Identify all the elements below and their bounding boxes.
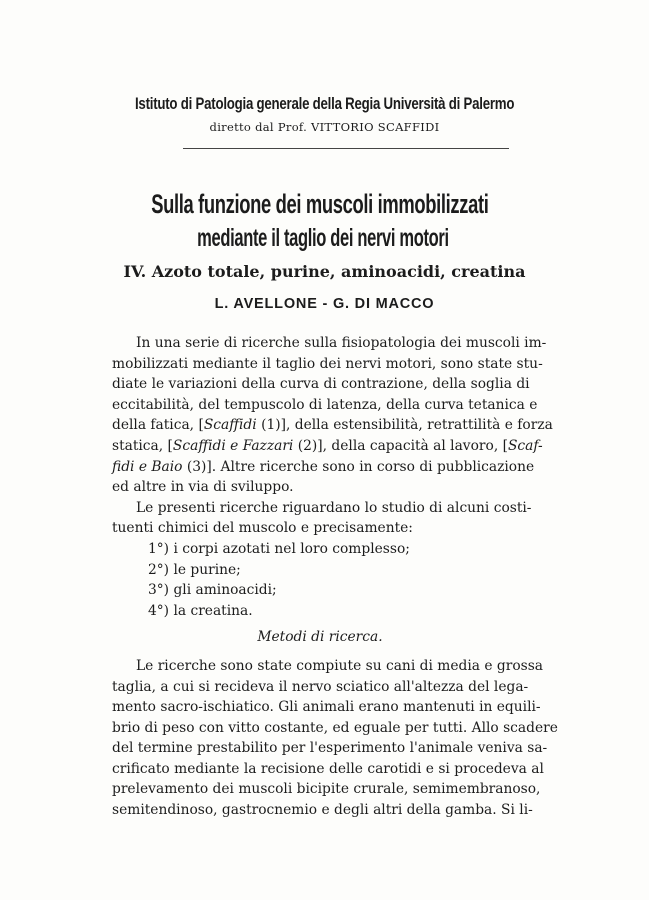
text-fragment: (2)], della capacità al lavoro, [ bbox=[293, 437, 508, 454]
body-line: mento sacro-ischiatico. Gli animali erano mantenuti in equili- bbox=[112, 699, 541, 716]
body-line bbox=[112, 415, 553, 436]
body-line: ed altre in via di sviluppo. bbox=[112, 479, 294, 496]
body-line: eccitabilità, del tempuscolo di latenza, della curva tetanica e bbox=[112, 396, 538, 413]
citation-author: fidi e Baio bbox=[112, 458, 183, 475]
body-line: Le ricerche sono state compiute su cani di media e grossa bbox=[136, 657, 544, 674]
body-line: Le presenti ricerche riguardano lo studio di alcuni costi- bbox=[136, 499, 532, 516]
body-line: taglia, a cui si recideva il nervo sciatico all'altezza del lega- bbox=[112, 678, 529, 695]
institution-header: Istituto di Patologia generale della Regia Università di Palermo bbox=[134, 94, 515, 113]
body-line: prelevamento dei muscoli bicipite crurale, semimembranoso, bbox=[112, 781, 541, 798]
header-divider bbox=[183, 148, 509, 149]
body-line: brio di peso con vitto costante, ed eguale per tutti. Allo scadere bbox=[112, 719, 558, 736]
body-line: mobilizzati mediante il taglio dei nervi motori, sono state stu- bbox=[112, 355, 543, 372]
text-fragment: della fatica, [ bbox=[112, 417, 204, 434]
list-item: 4°) la creatina. bbox=[148, 602, 253, 619]
list-item: 1°) i corpi azotati nel loro complesso; bbox=[148, 540, 410, 557]
list-item: 3°) gli aminoacidi; bbox=[148, 582, 277, 599]
article-subtitle: IV. Azoto totale, purine, aminoacidi, creatina bbox=[123, 262, 526, 281]
body-line: In una serie di ricerche sulla fisiopatologia dei muscoli im- bbox=[136, 335, 547, 351]
citation-author: Scaffidi e Fazzari bbox=[172, 437, 294, 454]
text-fragment: (1)], della estensibilità, retrattilità e forza bbox=[256, 417, 553, 434]
article-title-line-2: mediante il taglio dei nervi motori bbox=[197, 224, 449, 252]
body-line bbox=[112, 436, 543, 457]
body-line: tuenti chimici del muscolo e precisamente: bbox=[112, 520, 413, 537]
article-title-line-1: Sulla funzione dei muscoli immobilizzati bbox=[151, 189, 489, 219]
body-line: diate le variazioni della curva di contrazione, della soglia di bbox=[112, 376, 530, 393]
article-body bbox=[112, 333, 558, 821]
body-line: del termine prestabilito per l'esperimento l'animale veniva sa- bbox=[112, 740, 548, 757]
citation-author: Scaffidi bbox=[203, 417, 257, 434]
article-authors: L. AVELLONE - G. DI MACCO bbox=[214, 296, 435, 312]
section-heading: Metodi di ricerca. bbox=[257, 629, 383, 646]
director-line: diretto dal Prof. VITTORIO SCAFFIDI bbox=[209, 120, 440, 134]
text-fragment: statica, [ bbox=[112, 437, 173, 454]
body-line: crificato mediante la recisione delle carotidi e si procedeva al bbox=[112, 760, 544, 777]
list-item: 2°) le purine; bbox=[148, 561, 241, 578]
text-fragment: (3)]. Altre ricerche sono in corso di pubblicazione bbox=[182, 458, 535, 475]
citation-author: Scaf- bbox=[507, 437, 543, 454]
body-line: semitendinoso, gastrocnemio e degli altri della gamba. Si li- bbox=[112, 802, 533, 819]
body-line bbox=[112, 457, 535, 478]
